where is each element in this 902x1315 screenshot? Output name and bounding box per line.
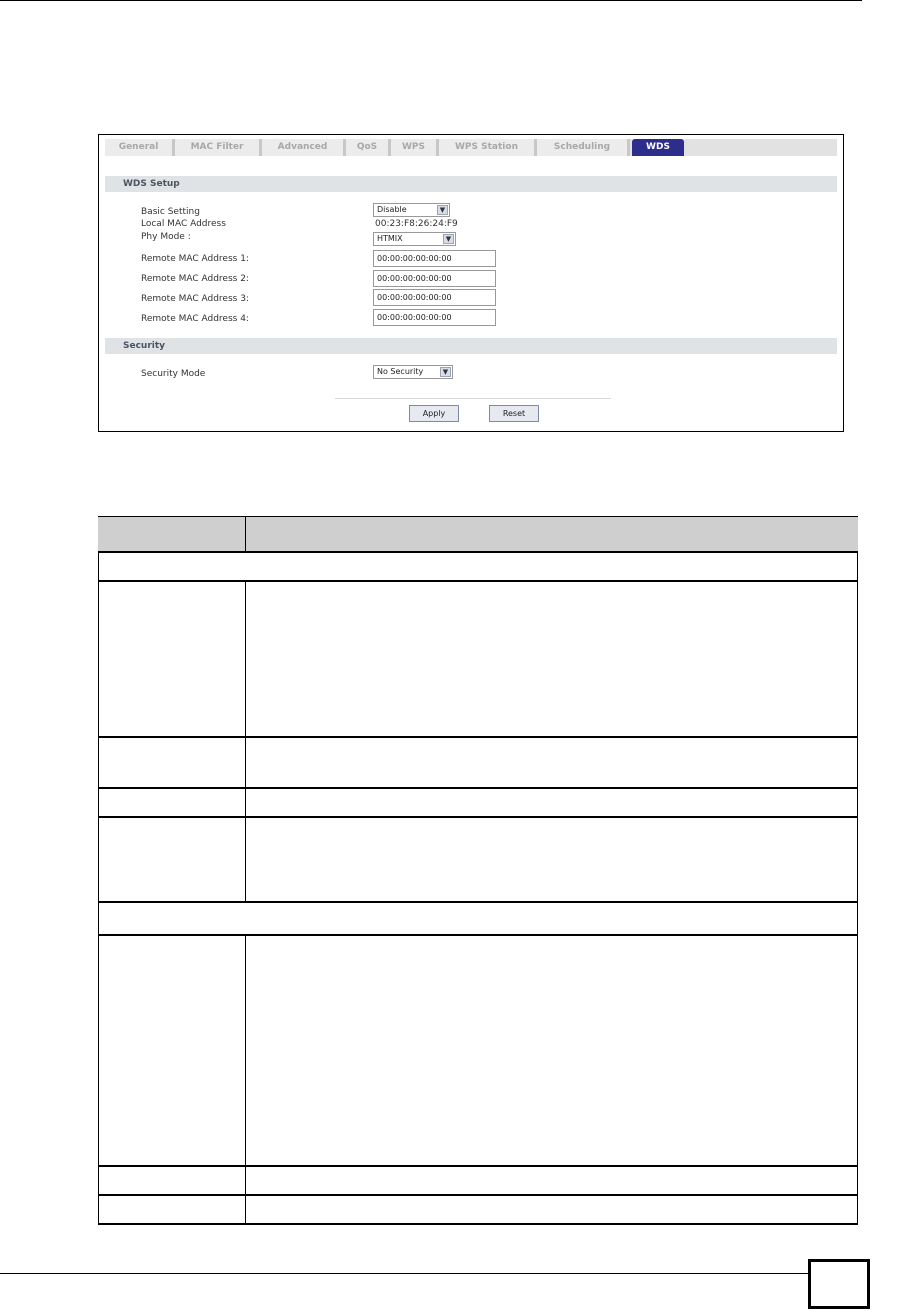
tab-scheduling[interactable]: Scheduling xyxy=(537,139,630,156)
chevron-down-icon: ▼ xyxy=(440,367,451,377)
tab-wps[interactable]: WPS xyxy=(391,139,439,156)
table-column-rule xyxy=(245,516,246,551)
tab-wds[interactable]: WDS xyxy=(632,139,684,156)
security-mode-select[interactable] xyxy=(373,365,453,379)
tab-qos[interactable]: QoS xyxy=(346,139,391,156)
tab-general[interactable]: General xyxy=(105,139,175,156)
table-outline xyxy=(98,516,858,1225)
remote-mac-4-label: Remote MAC Address 4: xyxy=(141,314,249,324)
table-column-rule xyxy=(245,582,246,902)
table-rule xyxy=(98,816,858,818)
table-rule xyxy=(98,736,858,738)
basic-setting-select[interactable] xyxy=(373,203,450,217)
table-rule xyxy=(98,580,858,582)
parameter-table xyxy=(98,516,858,1225)
wds-screenshot xyxy=(98,134,844,432)
basic-setting-label: Basic Setting xyxy=(141,207,200,217)
tab-wps-station[interactable]: WPS Station xyxy=(439,139,537,156)
apply-button[interactable]: Apply xyxy=(409,405,459,422)
remote-mac-1-input[interactable]: 00:00:00:00:00:00 xyxy=(373,250,496,267)
table-rule xyxy=(98,934,858,936)
remote-mac-4-input[interactable]: 00:00:00:00:00:00 xyxy=(373,309,496,326)
footer-rule xyxy=(0,1273,808,1274)
table-rule xyxy=(98,551,858,553)
security-header: Security xyxy=(105,338,837,354)
table-rule xyxy=(98,1223,858,1225)
security-mode-label: Security Mode xyxy=(141,369,206,379)
remote-mac-2-input[interactable]: 00:00:00:00:00:00 xyxy=(373,270,496,287)
basic-setting-value: Disable xyxy=(377,205,407,214)
phy-mode-select[interactable] xyxy=(373,232,456,246)
local-mac-label: Local MAC Address xyxy=(141,219,226,229)
table-rule xyxy=(98,1194,858,1196)
header-rule xyxy=(0,0,862,1)
chevron-down-icon: ▼ xyxy=(437,205,448,215)
remote-mac-3-label: Remote MAC Address 3: xyxy=(141,294,249,304)
remote-mac-2-label: Remote MAC Address 2: xyxy=(141,274,249,284)
table-rule xyxy=(98,787,858,789)
tab-advanced[interactable]: Advanced xyxy=(262,139,346,156)
phy-mode-value: HTMIX xyxy=(377,234,403,243)
table-header-row xyxy=(98,516,858,551)
tab-mac-filter[interactable]: MAC Filter xyxy=(175,139,262,156)
local-mac-value: 00:23:F8:26:24:F9 xyxy=(375,219,458,229)
remote-mac-3-input[interactable]: 00:00:00:00:00:00 xyxy=(373,289,496,306)
table-column-rule xyxy=(245,936,246,1225)
remote-mac-1-label: Remote MAC Address 1: xyxy=(141,254,249,264)
table-rule xyxy=(98,1165,858,1167)
phy-mode-label: Phy Mode : xyxy=(141,232,191,242)
divider xyxy=(335,398,611,399)
security-mode-value: No Security xyxy=(377,367,424,376)
reset-button[interactable]: Reset xyxy=(489,405,539,422)
wds-setup-header: WDS Setup xyxy=(105,176,837,192)
chevron-down-icon: ▼ xyxy=(443,234,454,244)
page-number-box xyxy=(808,1259,870,1309)
table-rule xyxy=(98,516,858,517)
table-rule xyxy=(98,901,858,903)
